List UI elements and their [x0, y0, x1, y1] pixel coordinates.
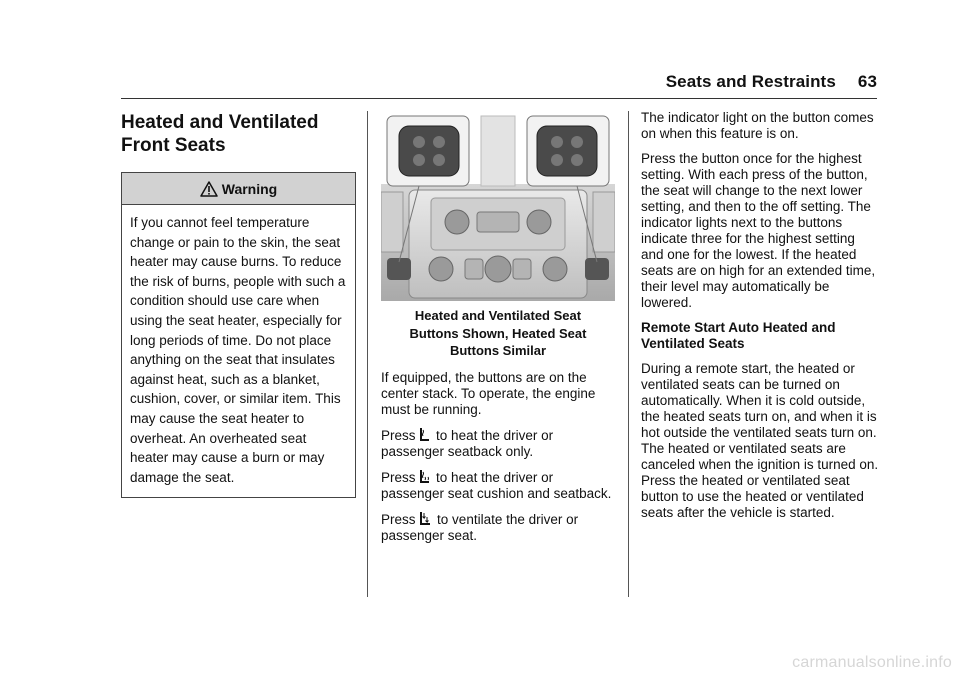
- paragraph-seatback: Press to heat the driver or passenger seatback only.: [381, 427, 554, 459]
- page-number: 63: [857, 72, 877, 91]
- seat-buttons-photo: [381, 112, 615, 301]
- column-middle: [381, 112, 615, 553]
- figure-caption: Heated and Ventilated Seat Buttons Shown, Heated Seat Buttons Similar: [409, 308, 587, 358]
- subheading-remote-start: Remote Start Auto Heated and Ventilated Seats: [641, 320, 836, 351]
- column-divider-left: [367, 111, 368, 597]
- ventilated-seat-icon: [419, 511, 431, 527]
- paragraph-intro: If equipped, the buttons are on the center stack. To operate, the engine must be running.: [381, 369, 596, 417]
- paragraph-indicator: The indicator light on the button comes on when this feature is on.: [641, 110, 874, 141]
- column-divider-right: [628, 111, 629, 597]
- warning-triangle-icon: [200, 181, 218, 197]
- section-heading: Heated and Ventilated Front Seats: [121, 112, 319, 156]
- header-divider: [121, 98, 877, 99]
- page-header: [645, 72, 877, 92]
- column-right: [641, 110, 881, 530]
- section-title-header: Seats and Restraints: [665, 72, 836, 91]
- paragraph-ventilate: Press to ventilate the driver or passenger seat.: [381, 511, 579, 543]
- warning-header: [122, 173, 355, 205]
- heated-seatback-icon: [419, 427, 430, 443]
- watermark: carmanualsonline.info: [792, 654, 952, 671]
- warning-text: If you cannot feel temperature change or pain to the skin, the seat heater may cause burns. To reduce the risk of burns, people with such a condition should use care when using the seat heater, especially for long periods of time. Do not place anything on the seat that insulates against heat, such as a blanket, cushion, cover, or similar item. This may cause the seat heater to overheat. An overheated seat heater may cause a burn or may damage the seat.: [130, 215, 346, 485]
- warning-label: Warning: [221, 180, 278, 197]
- paragraph-remote-start: During a remote start, the heated or ventilated seats can be turned on automatically. When it is cold outside, the heated seats turn on, and when it is hot outside the ventilated seats turn on. The heated or ventilated seats are canceled when the ignition is turned on. Press the heated or ventilated seat button to use the heated or ventilated seats after the vehicle is started.: [641, 361, 879, 520]
- warning-box: [121, 172, 356, 498]
- paragraph-settings: Press the button once for the highest setting. With each press of the button, the seat will change to the next lower setting, and then to the off setting. The indicator lights next to the buttons indicate three for the highest setting and one for the lowest. If the heated seats are on high for an extended time, their level may automatically be lowered.: [641, 151, 876, 310]
- column-left: [121, 111, 356, 498]
- heated-seat-cushion-icon: [419, 469, 430, 485]
- paragraph-cushion: Press to heat the driver or passenger seat cushion and seatback.: [381, 469, 612, 501]
